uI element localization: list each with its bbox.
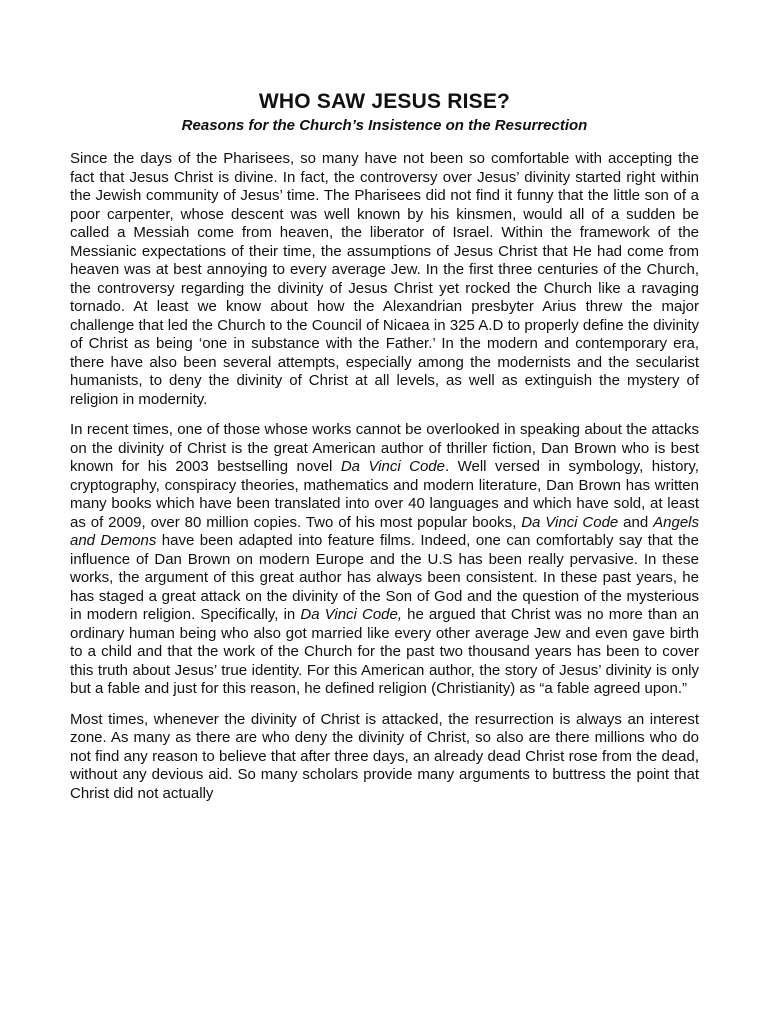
document-page [70, 88, 699, 815]
book-title-da-vinci-code: Da Vinci Code, [300, 606, 403, 623]
document-subtitle: Reasons for the Church’s Insistence on the Resurrection [181, 117, 588, 134]
book-title-da-vinci-code: Da Vinci Code [521, 513, 619, 531]
book-title-da-vinci-code: Da Vinci Code [340, 458, 445, 475]
paragraph-2-text: and [618, 513, 654, 531]
paragraph-3: Most times, whenever the divinity of Christ is attacked, the resurrection is always an interest zone. As many as there are who deny the divinity of Christ, so also are there millions who do not find any reason to believe that after three days, an already dead Christ rose from the dead, without any devious aid. So many scholars provide many arguments to buttress the point that Christ did not actually [70, 710, 699, 802]
paragraph-2-text: he argued that Christ was no more than an ordinary human being who also got married like every other average Jew and even gave birth to a child and that the work of the Church for the past two thousand years has been to cover this truth about Jesus’ true identity. For this American author, the story of Jesus’ divinity is only but a fable and just for this reason, he defined religion (Christianity) as “a fable agreed upon.” [70, 606, 699, 697]
paragraph-2-text: have been adapted into feature films. Indeed, one can comfortably say that the influence of Dan Brown on modern Europe and the U.S has been really pervasive. In these works, the argument of this great author has always been consistent. In these past years, he has staged a great attack on the divinity of the Son of God and the question of the mysterious in modern religion. Specifically, in [70, 532, 699, 623]
paragraph-2 [70, 421, 699, 699]
paragraph-1: Since the days of the Pharisees, so many have not been so comfortable with accepting the fact that Jesus Christ is divine. In fact, the controversy over Jesus’ divinity started right within the Jewish community of Jesus’ time. The Pharisees did not find it funny that the little son of a poor carpenter, whose descent was well known by his kinsmen, would all of a sudden be called a Messiah come from heaven, the liberator of Israel. Within the framework of the Messianic expectations of their time, the assumptions of Jesus Christ that He had come from heaven was at best annoying to every average Jew. In the first three centuries of the Church, the controversy regarding the divinity of Jesus Christ yet rocked the Church like a ravaging tornado. At least we know about how the Alexandrian presbyter Arius threw the major challenge that led the Church to the Council of Nicaea in 325 A.D to properly define the divinity of Christ as being ‘one in substance with the Father.’ In the modern and contemporary era, there have also been several attempts, especially among the modernists and the secularist humanists, to deny the divinity of Christ at all levels, as well as extinguish the mystery of religion in modernity. [70, 150, 699, 408]
paragraph-2-text: . Well versed in symbology, history, cryptography, conspiracy theories, mathematics and modern literature, Dan Brown has written many books which have been translated into over 40 languages and which have sold, at least as of 2009, over 80 million copies. Two of his most popular books, [70, 458, 699, 531]
document-title: WHO SAW JESUS RISE? [258, 90, 511, 113]
paragraph-2-text: In recent times, one of those whose works cannot be overlooked in speaking about the attacks on the divinity of Christ is the great American author of thriller fiction, Dan Brown who is best known for his 2003 bestselling novel [70, 421, 699, 475]
book-title-angels-and-demons: Angels and Demons [70, 513, 699, 549]
